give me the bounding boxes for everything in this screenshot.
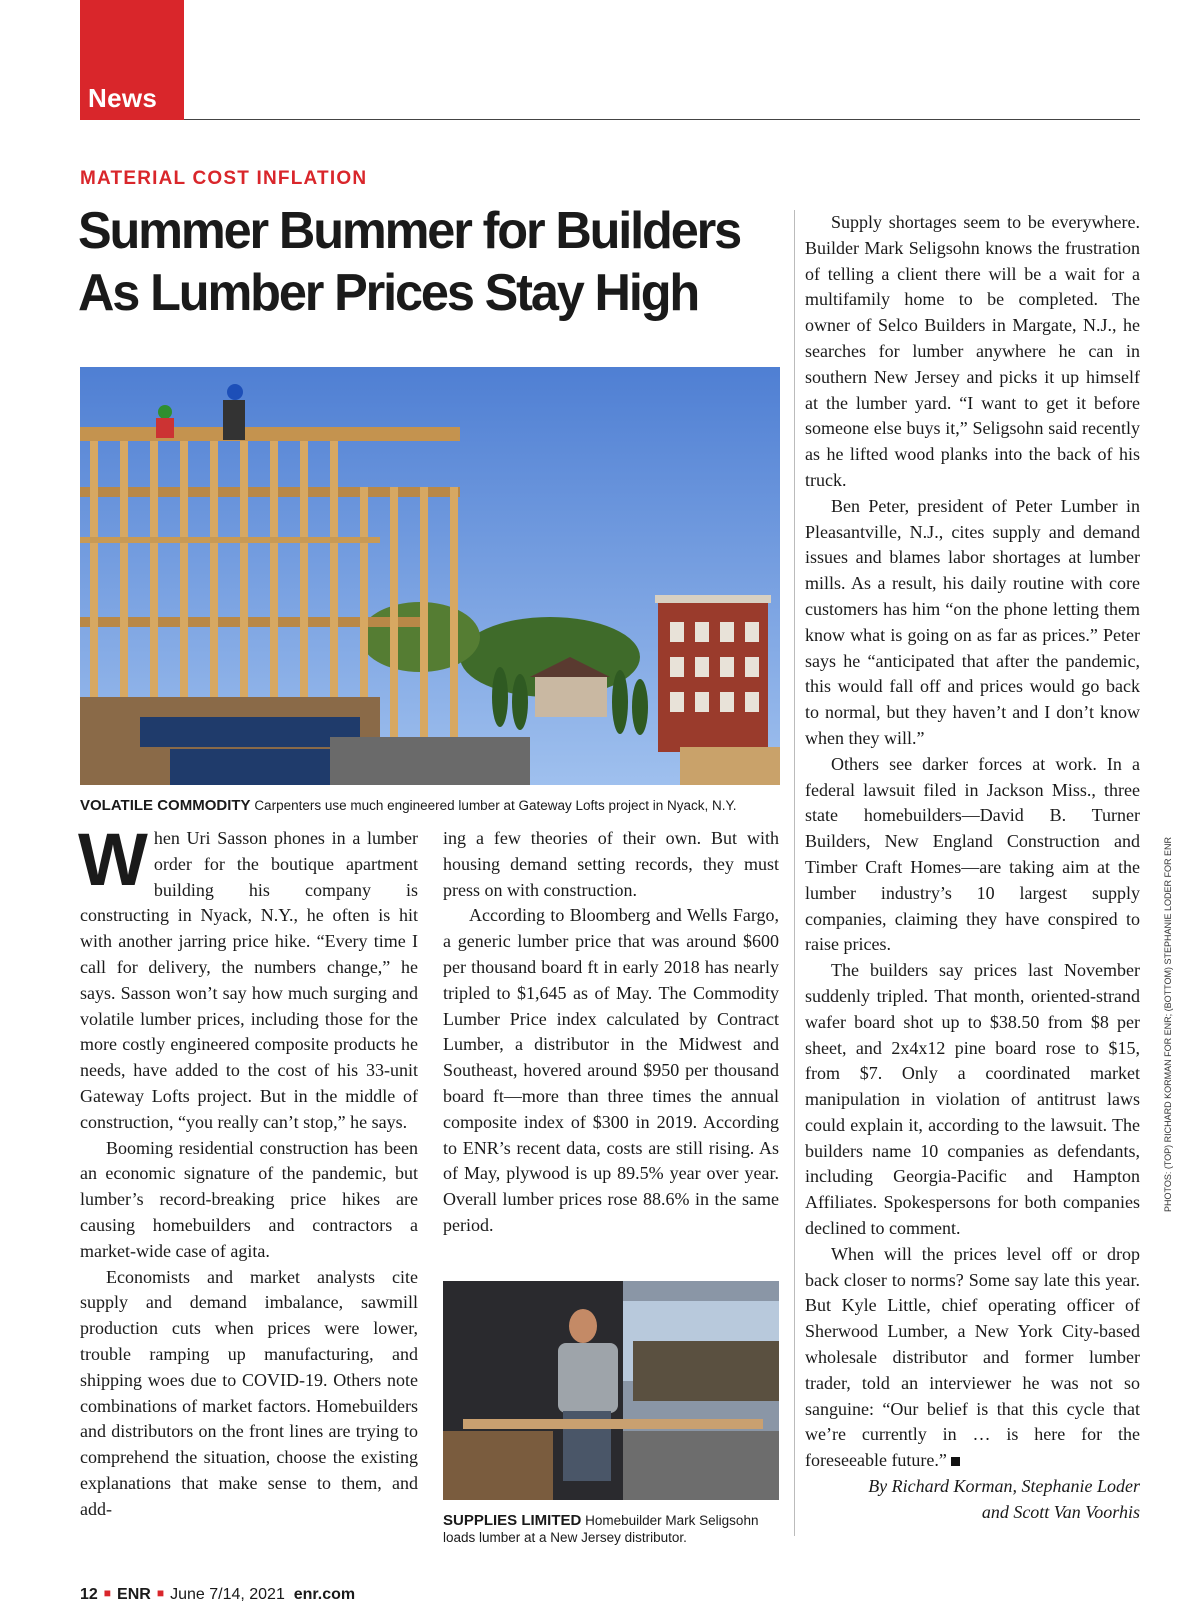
paragraph-text: When will the prices level off or drop back closer to norms? Some say late this year. But Kyle Little, chief operating officer of Sherwood Lumber, a New York City-based wholesale distributor and former lumber trader, told an interviewer he was not so sanguine: “Our belief is that this cycle that we’re currently in … is here for the foreseeable future.”: [805, 1243, 1140, 1471]
headline: [78, 200, 757, 324]
main-caption-label: VOLATILE COMMODITY: [80, 797, 251, 814]
kicker: MATERIAL COST INFLATION: [80, 168, 368, 189]
top-rule: [184, 119, 1140, 120]
article-paragraph: Booming residential construction has been an economic signature of the pandemic, but lumber’s record-breaking price hikes are causing homebuilders and contractors a market-wide case of agita.: [80, 1137, 418, 1261]
article-paragraph: [805, 1242, 1140, 1474]
paragraph-text: hen Uri Sasson phones in a lumber order for the boutique apartment building his company is constructing in Nyack, N.Y., he often is hit with another jarring price hike. “Every time I call for delivery, the numbers change,” he says. Sasson won’t say how much surging and volatile lumber prices, including those for the more costly engineered composite products he needs, have added to the cost of his 33-unit Gateway Lofts project. But in the middle of construction, “you really can’t stop,” he says.: [80, 828, 418, 1132]
byline: [805, 1474, 1140, 1526]
photo-credit: PHOTOS: (TOP) RICHARD KORMAN FOR ENR; (BOTTOM) STEPHANIE LODER FOR ENR: [1163, 836, 1173, 1212]
small-photo-caption: [443, 1512, 783, 1546]
site-link[interactable]: enr.com: [293, 1586, 356, 1603]
drop-cap: W: [78, 818, 148, 901]
end-mark-icon: [951, 1457, 960, 1466]
article-paragraph: Others see darker forces at work. In a federal lawsuit filed in Jackson Miss., three state homebuilders—David B. Turner Builders, New England Construction and Timber Craft Homes—are taking aim at the lumber industry’s 10 largest supply companies, claiming they have conspired to raise prices.: [805, 753, 1140, 955]
article-paragraph: ing a few theories of their own. But with housing demand setting records, they must press on with construction.: [443, 828, 779, 900]
small-caption-label: SUPPLIES LIMITED: [443, 1512, 582, 1529]
publication-name: ENR: [117, 1586, 151, 1603]
headline-line-2: As Lumber Prices Stay High: [78, 264, 699, 322]
main-photo: [80, 367, 780, 785]
article-column-1: [78, 818, 418, 1523]
article-paragraph: Ben Peter, president of Peter Lumber in Pleasantville, N.J., cites supply and demand issues and blames labor shortages at lumber mills. As a result, his daily routine with core customers has him “on the phone letting them know what is going on as far as prices.” Peter says he “anticipated that after the pandemic, this would fall off and prices would go back to normal, but they haven’t and I don’t know when they will.”: [805, 495, 1140, 748]
byline-line-2: and Scott Van Voorhis: [981, 1501, 1140, 1522]
small-photo: [443, 1281, 779, 1500]
small-caption-text: Homebuilder Mark Seligsohn loads lumber at a New Jersey distributor.: [443, 1513, 759, 1545]
byline-line-1: By Richard Korman, Stephanie Loder: [868, 1476, 1140, 1497]
headline-line-1: Summer Bummer for Builders: [78, 202, 741, 260]
separator-icon: ■: [156, 1586, 165, 1600]
page-footer: [80, 1586, 355, 1604]
article-paragraph: [78, 818, 418, 1136]
separator-icon: ■: [103, 1586, 112, 1600]
section-tab: [80, 0, 184, 120]
issue-date: June 7/14, 2021: [170, 1586, 285, 1603]
article-paragraph: Supply shortages seem to be everywhere. Builder Mark Seligsohn knows the frustration of telling a client there will be a wait for a multifamily home to be completed. The owner of Selco Builders in Margate, N.J., he searches for lumber anywhere he can in southern New Jersey and picks it up himself at the lumber yard. “I want to get it before someone else buys it,” Seligsohn said recently as he lifted wood planks into the back of his truck.: [805, 212, 1140, 490]
article-paragraph: Economists and market analysts cite supply and demand imbalance, sawmill production cuts when prices were lower, trouble ramping up manufacturing, and shipping woes due to COVID-19. Others note combinations of market factors. Homebuilders and distributors on the front lines are trying to comprehend the situation, choose the existing explanations that make sense to them, and add-: [80, 1266, 418, 1519]
column-divider: [794, 210, 795, 1536]
main-photo-caption: [80, 797, 790, 814]
article-paragraph: The builders say prices last November suddenly tripled. That month, oriented-strand wafer board shot up to $38.50 from $8 per sheet, and 2x4x12 pine board rose to $15, from $7. Only a coordinated market manipulation in violation of antitrust laws could explain it, according to the lawsuit. The builders name 10 companies as defendants, including Georgia-Pacific and Hampton Affiliates. Spokespersons for both companies declined to comment.: [805, 960, 1140, 1239]
article-column-3: [805, 210, 1140, 1526]
main-caption-text: Carpenters use much engineered lumber at Gateway Lofts project in Nyack, N.Y.: [254, 798, 737, 813]
article-paragraph: According to Bloomberg and Wells Fargo, a generic lumber price that was around $600 per thousand board ft in early 2018 has nearly tripled to $1,645 as of May. The Commodity Lumber Price index calculated by Contract Lumber, a distributor in the Midwest and Southeast, hovered around $950 per thousand board ft—more than three times the annual composite index of $300 in 2019. According to ENR’s recent data, costs are still rising. As of May, plywood is up 89.5% year over year. Overall lumber prices rose 88.6% in the same period.: [443, 905, 779, 1235]
page-number: 12: [80, 1586, 98, 1603]
article-column-2: [443, 826, 779, 1239]
section-tab-label: News: [88, 83, 158, 113]
